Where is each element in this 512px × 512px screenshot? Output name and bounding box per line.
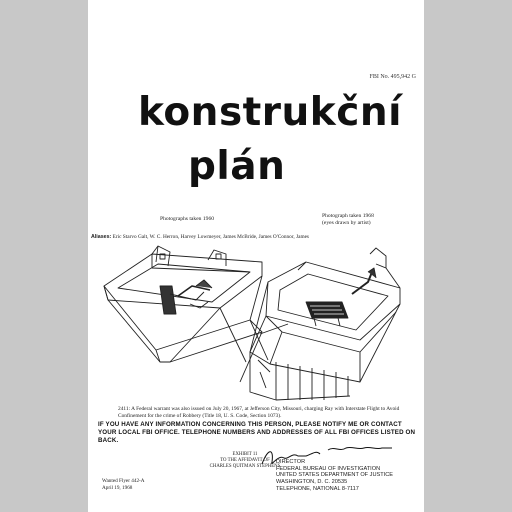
director-line3: UNITED STATES DEPARTMENT OF JUSTICE (276, 472, 393, 479)
notice-paragraph: IF YOU HAVE ANY INFORMATION CONCERNING THIS PERSON, PLEASE NOTIFY ME OR CONTACT YOUR LOCAL FBI OFFICE. TELEPHONE NUMBERS AND ADDRESSES OF ALL FBI OFFICES LISTED ON BACK. (98, 421, 416, 444)
flyer-line2: April 19, 1968 (102, 484, 133, 491)
director-line1: DIRECTOR (276, 459, 306, 465)
fbi-number: FBI No. 495,942 G (369, 74, 416, 80)
building-plan-sketch (100, 242, 420, 402)
exhibit-line1: EXHIBIT 11 (232, 452, 258, 457)
photo-caption-right-1: Photograph taken 1968 (322, 213, 374, 219)
aliases-line (91, 234, 309, 240)
director-line2: FEDERAL BUREAU OF INVESTIGATION (276, 465, 381, 472)
director-line5: TELEPHONE, NATIONAL 8-7117 (276, 485, 359, 492)
aliases-text: Eric Starvo Galt, W. C. Herron, Harvey Lowmeyer, James McBride, James O'Connor, James (112, 234, 309, 240)
overlay-title-line2: plán (188, 144, 286, 189)
director-line4: WASHINGTON, D. C. 20535 (276, 479, 348, 486)
photo-caption-left: Photographs taken 1960 (160, 216, 215, 222)
exhibit-line2: TO THE AFFIDAVIT OF (220, 457, 270, 463)
left-background (0, 0, 88, 512)
overlay-title-line1: konstrukční (138, 90, 402, 135)
director-block (276, 459, 393, 493)
photo-caption-right-2: (eyes drawn by artist) (322, 220, 371, 226)
exhibit-line3: CHARLES QUITMAN STEPHENS (209, 463, 281, 469)
right-background (424, 0, 512, 512)
flyer-info (102, 478, 145, 492)
aliases-label: Aliases: (91, 234, 112, 240)
warrant-paragraph: 2411: A Federal warrant was also issued on July 20, 1967, at Jefferson City, Missouri, charging Ray with Interstate Flight to Avoid Confinement for the crime of Robbery (Title 18, U. S. Code, Section 1073). (118, 406, 400, 420)
flyer-line1: Wanted Flyer 442-A (102, 478, 145, 484)
